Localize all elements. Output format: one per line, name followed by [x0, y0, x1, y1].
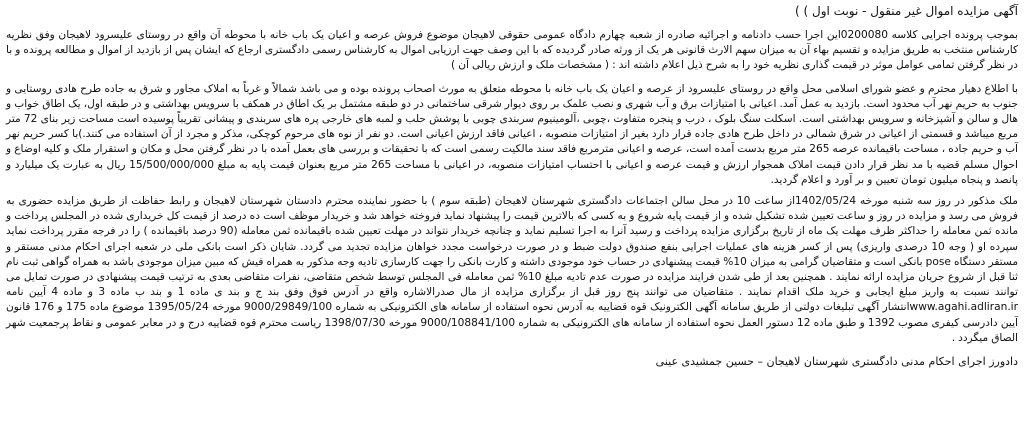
signature-line: دادورز اجرای احکام مدنی دادگستری شهرستان لاهیجان – حسین جمشیدی عینی: [655, 355, 1018, 369]
notice-title: آگهی مزایده اموال غیر منقول - نوبت اول ) ): [795, 4, 1018, 18]
auction-terms-paragraph: ملک مذکور در روز سه شنبه مورخه 1402/05/24از ساعت 10 در محل سالن اجتماعات دادگستری شهرستان لاهیجان (طبقه سوم ) با حضور نماینده محترم دادستان شهرستان لاهیجان و رابط حفاظت از طریق مزایده حضوری به فروش می رسد و مزایده در روز و ساعت تعیین شده تشکیل شده و از قیمت پایه شروع و به کسی که بالاترین قیمت را پیشنهاد نماید فروخته خواهد شد و خریدار موظف است ده درصد از قیمت کل خریداری شده در المجلس پرداخت و مانده ثمن معامله را حداکثر ظرف مهلت یک ماه از تاریخ برگزاری مزایده پرداخت و رسید آنرا به اجرا تسلیم نماید و چنانچه خریدار نتواند در مهلت تعیین شده باقیمانده ثمن معامله (90 درصد باقیمانده ) را در فرجه مقرر پرداخت نماید سپرده او ( وجه 10 درصدی واریزی) پس از کسر هزینه های عملیات اجرایی بنفع صندوق دولت ضبط و در صورت درخواست مجدد خواهان مزایده تجدید می گردد. شایان ذکر است بانکی ملی در شعبه اجرای احکام مدنی مستقر و مستقر دستگاه pose بانکی است و متقاضیان گرامی به میزان 10% قیمت پیشنهادی در حساب خود موجودی داشته و کارت بانکی را جهت کارسازی تادیه وجه مذکور به همراه فیش که مبین میزان موجودی باشد به همراه گواهی ثبت نام ثنا قبل از شروع جریان مزایده ارائه نمایند . همچنین بعد از طی شدن فرایند مزایده در صورت عدم تادیه مبلغ 10% ثمن معامله فی المجلس توسط شخص متقاضی، نفرات متقاضی بعدی به ترتیب قیمت پیشنهادی در صورت تمایل می توانند نسبت به واریز مبلغ ایجابی و خرید ملک اقدام نمایند . متقاضیان می توانند پنج روز قبل از برگزاری مزایده از مال صدرالاشاره واقع در آدرس فوق وفق بند ج و بند ی ماده 1 و بند ب ماده 3 و ماده 4 آیین نامه www.agahi.adliran.irانتشار آگهی تبلیغات دولتی از طریق سامانه آگهی الکترونیک قوه قضاییه به آدرس نحوه استفاده از سامانه های الکترونیکی به شماره 9000/29849/100 مورخه 1395/05/24 موضوع ماده 175 و 176 قانون آیین دادرسی کیفری مصوب 1392 و طبق ماده 12 دستور العمل نحوه استفاده از سامانه های الکترونیکی به شماره 9000/108841/100 مورخه 1398/07/30 ریاست محترم قوه قضاییه درج و در معابر عمومی و نقاط پرجمعیت شهر الصاق میگردد .: [6, 195, 1018, 344]
property-description-paragraph: با اطلاع دهیار محترم و عضو شورای اسلامی محل واقع در روستای علیسرود از عرصه و اعیان یک باب خانه با محوطه متعلق به مورث اصحاب پرونده بوده و می باشد شمالاً و غرباً به املاک مجاور و شرق به جاده طرح هادی روستایی و جنوب به حریم نهر آب محدود است. بازدید به عمل آمد. اعیانی با امتیازات برق و آب شهری و نصب علمک بر روی دیوار شرقی ساختمانی در دو طبقه مشتمل بر یک اطاق در همکف با سرویس بهداشتی و در طبقه اول، یک اطاق خواب و هال و سالن و آشپزخانه و سرویس بهداشتی است. اسکلت سنگ بلوک ، درب و پنجره متفاوت ،چوبی ،آلومینیوم سربندی چوبی با پوشش حلب و لمبه های خارجی پره های سربندی و پیشانی تقریباً پوسیده است مساحت زیر بنای 72 متر مربع میباشد و قسمتی از اعیانی در شرق شمالی در داخل طرح هادی جاده قرار دارد بغیر از امتیازات منصوبه ، اعیانی فاقد ارزش اعیانی است. دو نفر از نوه های مرحوم کوچکی، مذکر و مجرد از آن استفاده می کنند.)با کسر حریم نهر آب و حریم جاده ، مساحت باقیمانده عرصه 265 متر مربع بدست آمده است، عرصه و اعیانی مترمربع فاقد سند مالکیت رسمی است که با تحقیقات و بررسی های بعمل آمده با در نظر گرفتن محل و مکان و استقرار ملک و کلیه اوضاع و احوال مسلم قضیه با مد نظر قرار دادن قیمت املاک همجوار ارزش و قیمت عرصه و اعیانی با احتساب امتیازات منصوبه، در اعیانی با مساحت 265 متر مربع بعنوان قیمت پایه به مبلغ 15/500/000/000 ریال به عبارت یک میلیارد و پانصد و پنجاه میلیون تومان تعیین و بر آورد و اعلام گردید.: [6, 82, 1018, 186]
case-paragraph: بموجب پرونده اجرایی کلاسه 0200080این اجرا حسب دادنامه و اجرائیه صادره از شعبه چهارم دادگاه عمومی حقوقی لاهیجان موضوع فروش عرصه و اعیان یک باب خانه با محوطه آن واقع در روستای علیسرود لاهیجان وفق نظریه کارشناس منتخب به طریق مزایده و تقسیم بهاء آن به میزان سهم الارث قانونی هر یک از ورثه صادر گردیده که با این وصف جهت ارزیابی اموال به کارشناس رسمی دادگستری ارجاع که ایشان پس از بازدید از اموال و مطالعه پرونده و با در نظر گرفتن تمامی عوامل موثر در قیمت گذاری نظریه خود را به شرح ذیل اعلام داشته اند : ( مشخصات ملک و ارزش ریالی آن ): [6, 29, 1018, 72]
